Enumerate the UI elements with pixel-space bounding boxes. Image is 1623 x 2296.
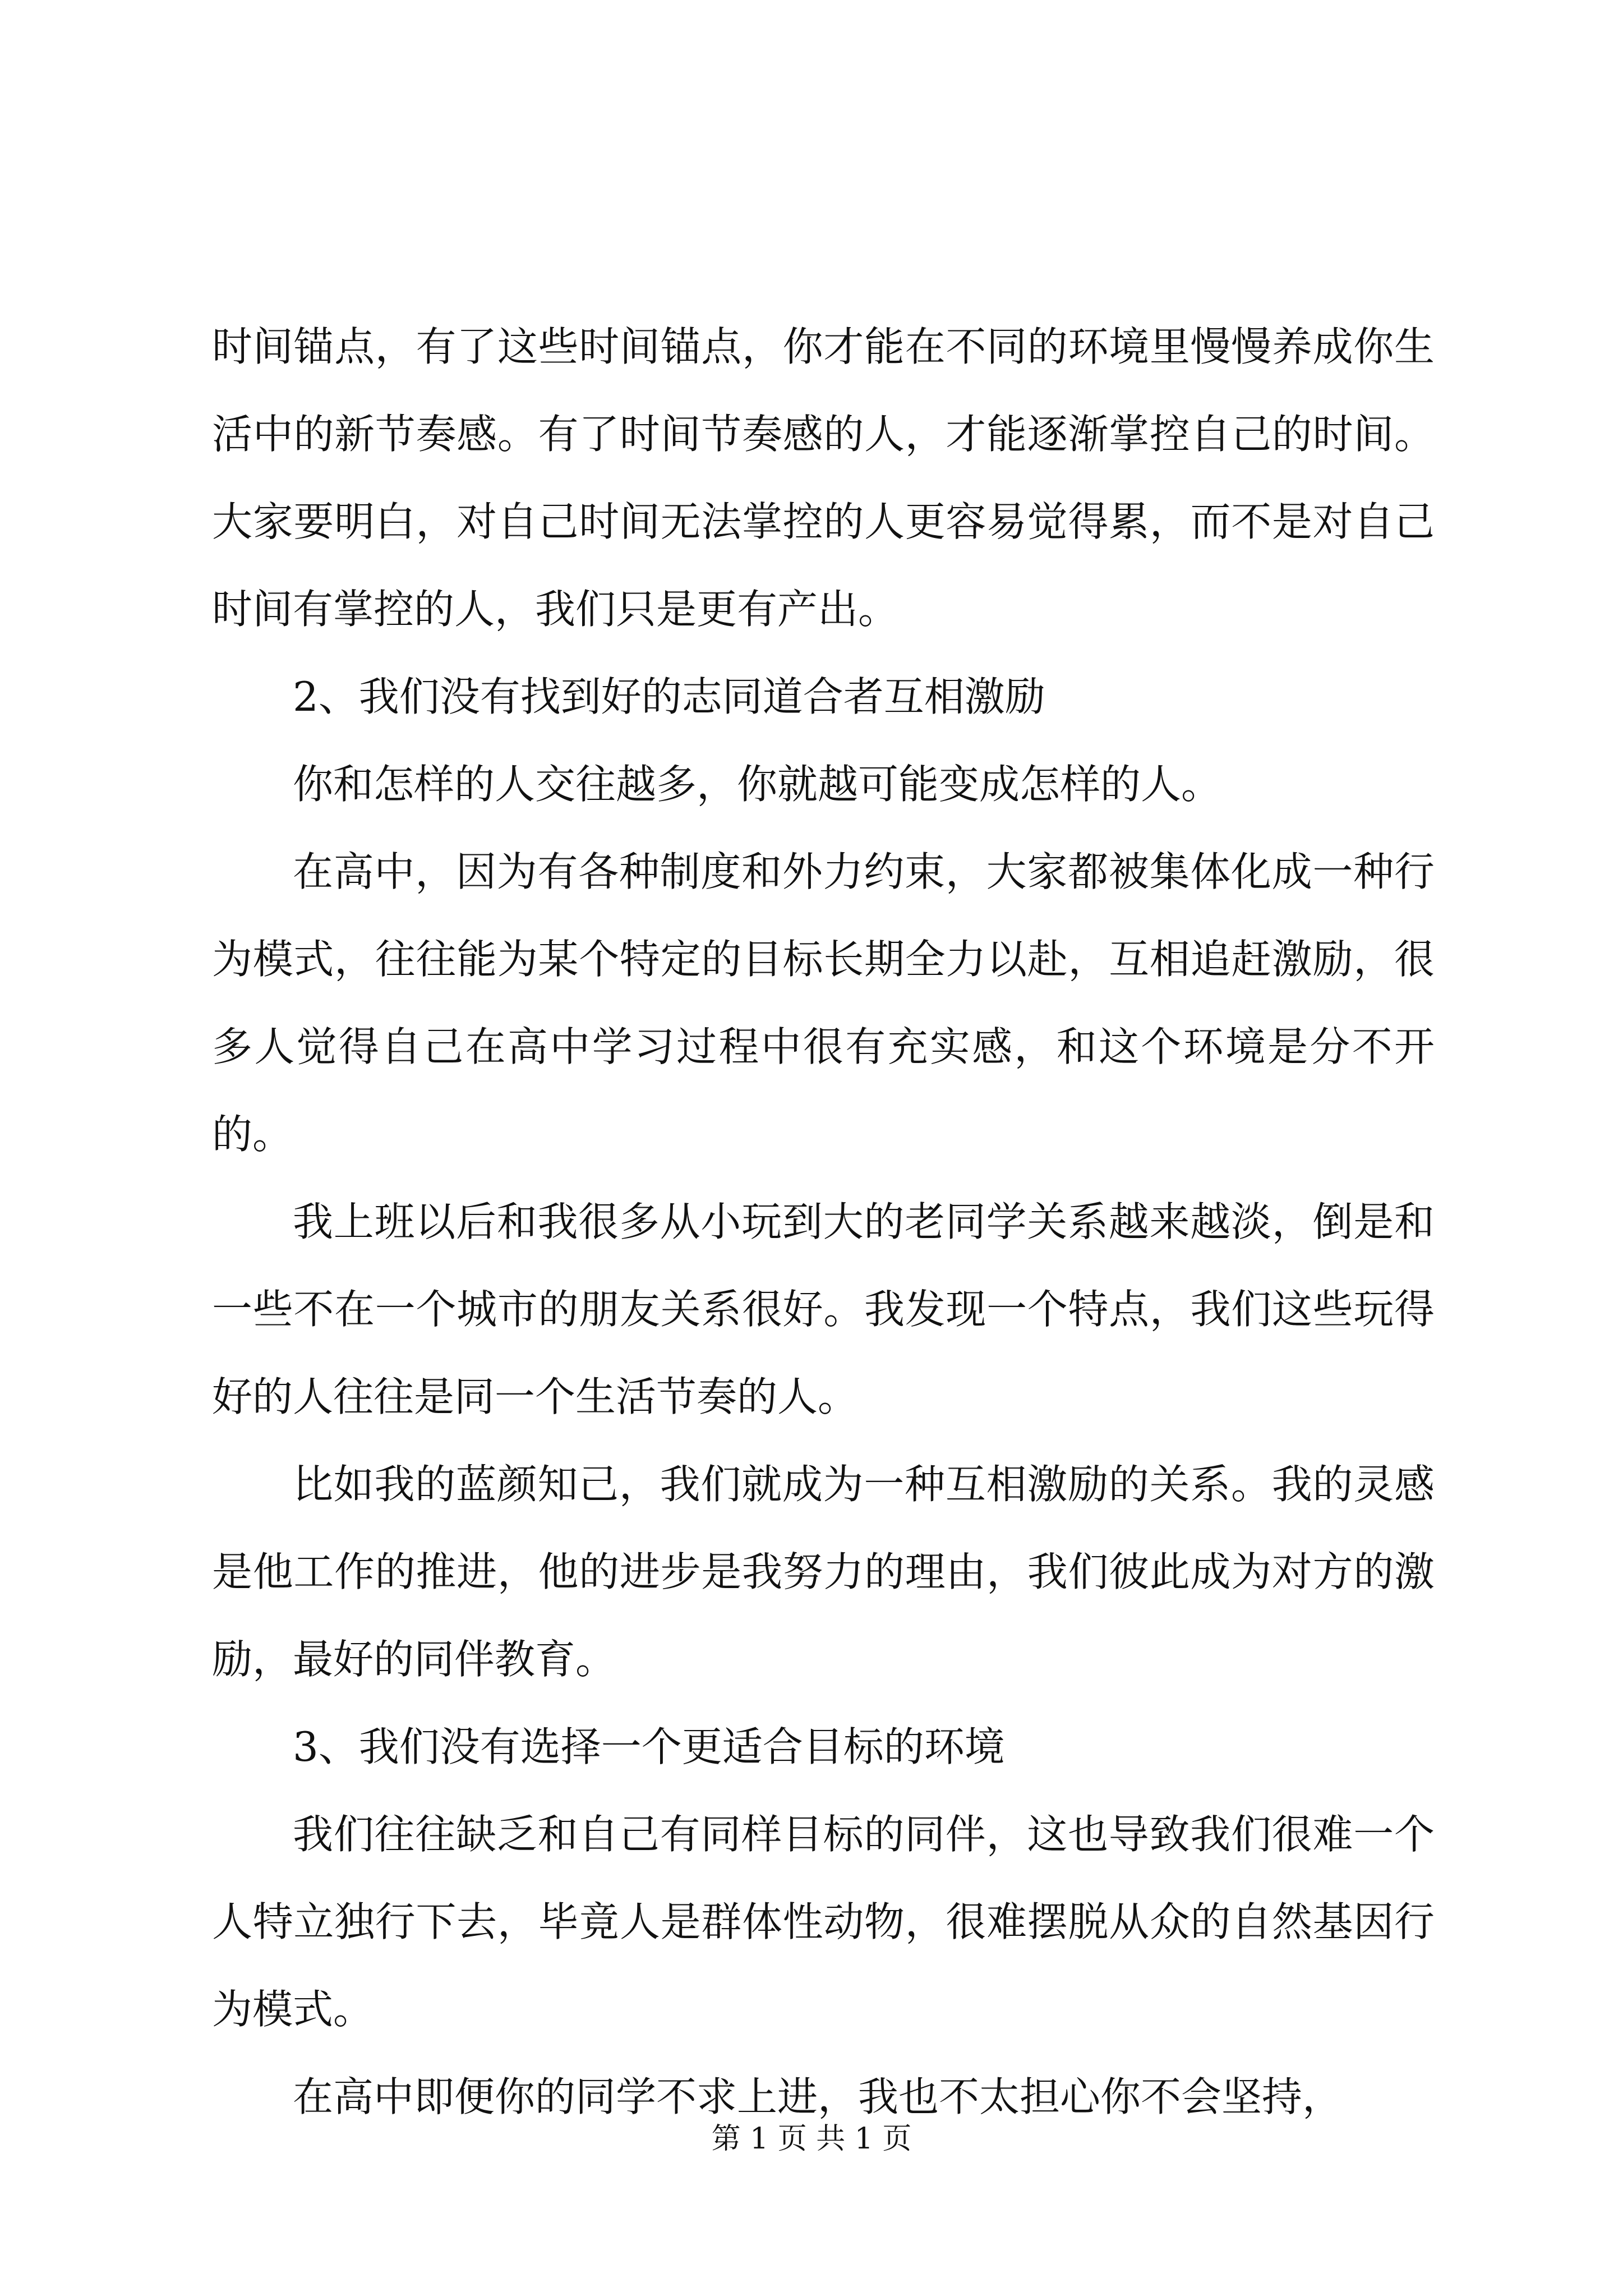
paragraph: 你和怎样的人交往越多，你就越可能变成怎样的人。 [293,761,1222,808]
page-footer [0,2119,1623,2159]
paragraph: 在高中即便你的同学不求上进，我也不太担心你不会坚持， [293,2073,1343,2120]
paragraph: 在高中，因为有各种制度和外力约束，大家都被集体化成一种行为模式，往往能为某个特定的目标长期全力以赴，互相追赶激励，很多人觉得自己在高中学习过程中很有充实感，和这个环境是分不开的。 [212,848,1435,1158]
paragraph: 时间锚点，有了这些时间锚点，你才能在不同的环境里慢慢养成你生活中的新节奏感。有了时间节奏感的人，才能逐渐掌控自己的时间。大家要明白，对自己时间无法掌控的人更容易觉得累，而不是对自己时间有掌控的人，我们只是更有产出。 [212,323,1435,633]
paragraph: 我们往往缺乏和自己有同样目标的同伴，这也导致我们很难一个人特立独行下去，毕竟人是群体性动物，很难摆脱从众的自然基因行为模式。 [212,1811,1435,2033]
document-body [212,303,1435,2141]
page-number-label: 第 1 页 共 1 页 [711,2122,912,2156]
paragraph: 比如我的蓝颜知己，我们就成为一种互相激励的关系。我的灵感是他工作的推进，他的进步是我努力的理由，我们彼此成为对方的激励，最好的同伴教育。 [212,1461,1435,1683]
paragraph: 我上班以后和我很多从小玩到大的老同学关系越来越淡，倒是和一些不在一个城市的朋友关系很好。我发现一个特点，我们这些玩得好的人往往是同一个生活节奏的人。 [212,1198,1435,1420]
section-heading: 3、我们没有选择一个更适合目标的环境 [293,1723,1005,1770]
section-heading: 2、我们没有找到好的志同道合者互相激励 [293,673,1045,720]
